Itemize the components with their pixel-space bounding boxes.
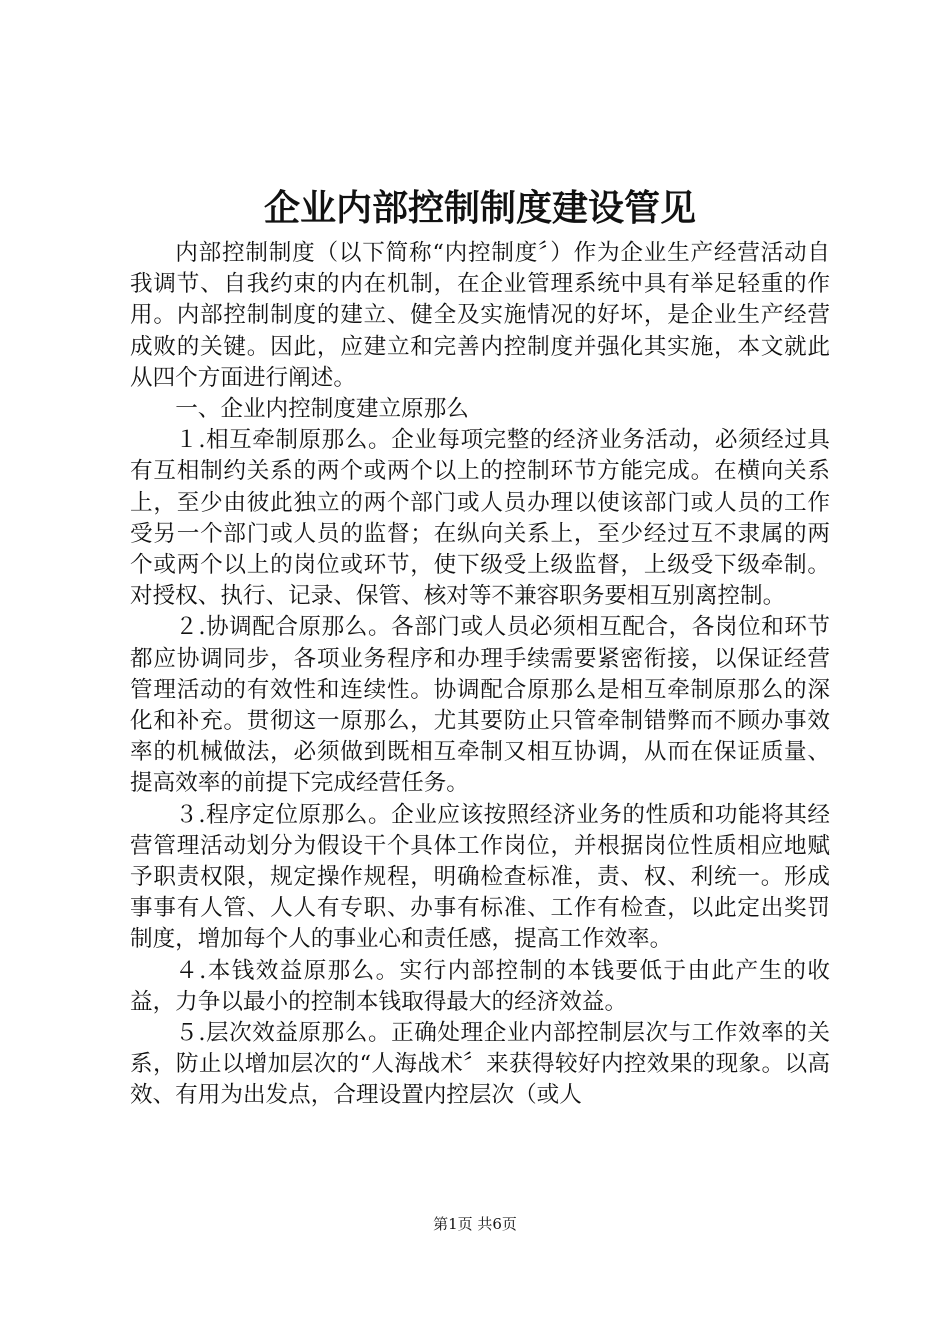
paragraph-principle-5: ５.层次效益原那么。正确处理企业内部控制层次与工作效率的关系，防止以增加层次的“人海战术〞来获得较好内控效果的现象。以高效、有用为出发点，合理设置内控层次（或人 xyxy=(130,1020,830,1109)
paragraph-principle-3: ３.程序定位原那么。企业应该按照经济业务的性质和功能将其经营管理活动划分为假设干个具体工作岗位，并根据岗位性质相应地赋予职责权限，规定操作规程，明确检查标准，责、权、利统一。形成事事有人管、人人有专职、办事有标准、工作有检查，以此定出奖罚制度，增加每个人的事业心和责任感，提高工作效率。 xyxy=(130,801,830,953)
section-heading-1: 一、企业内控制度建立原那么 xyxy=(175,396,469,423)
document-page xyxy=(130,182,830,1112)
paragraph-principle-2: ２.协调配合原那么。各部门或人员必须相互配合，各岗位和环节都应协调同步，各项业务程序和办理手续需要紧密衔接，以保证经营管理活动的有效性和连续性。协调配合原那么是相互牵制原那么的深化和补充。贯彻这一原那么，尤其要防止只管牵制错弊而不顾办事效率的机械做法，必须做到既相互牵制又相互协调，从而在保证质量、提高效率的前提下完成经营任务。 xyxy=(130,614,830,797)
paragraph-principle-4: ４.本钱效益原那么。实行内部控制的本钱要低于由此产生的收益，力争以最小的控制本钱取得最大的经济效益。 xyxy=(130,957,830,1015)
paragraph-intro: 内部控制制度（以下简称“内控制度〞）作为企业生产经营活动自我调节、自我约束的内在机制，在企业管理系统中具有举足轻重的作用。内部控制制度的建立、健全及实施情况的好坏，是企业生产经营成败的关键。因此，应建立和完善内控制度并强化其实施，本文就此从四个方面进行阐述。 xyxy=(130,240,830,391)
paragraph-principle-1: １.相互牵制原那么。企业每项完整的经济业务活动，必须经过具有互相制约关系的两个或两个以上的控制环节方能完成。在横向关系上，至少由彼此独立的两个部门或人员办理以使该部门或人员的工作受另一个部门或人员的监督；在纵向关系上，至少经过互不隶属的两个或两个以上的岗位或环节，使下级受上级监督，上级受下级牵制。对授权、执行、记录、保管、核对等不兼容职务要相互别离控制。 xyxy=(130,427,830,610)
page-footer: 第1页 共6页 xyxy=(433,1215,517,1233)
document-title: 企业内部控制制度建设管见 xyxy=(263,187,696,229)
